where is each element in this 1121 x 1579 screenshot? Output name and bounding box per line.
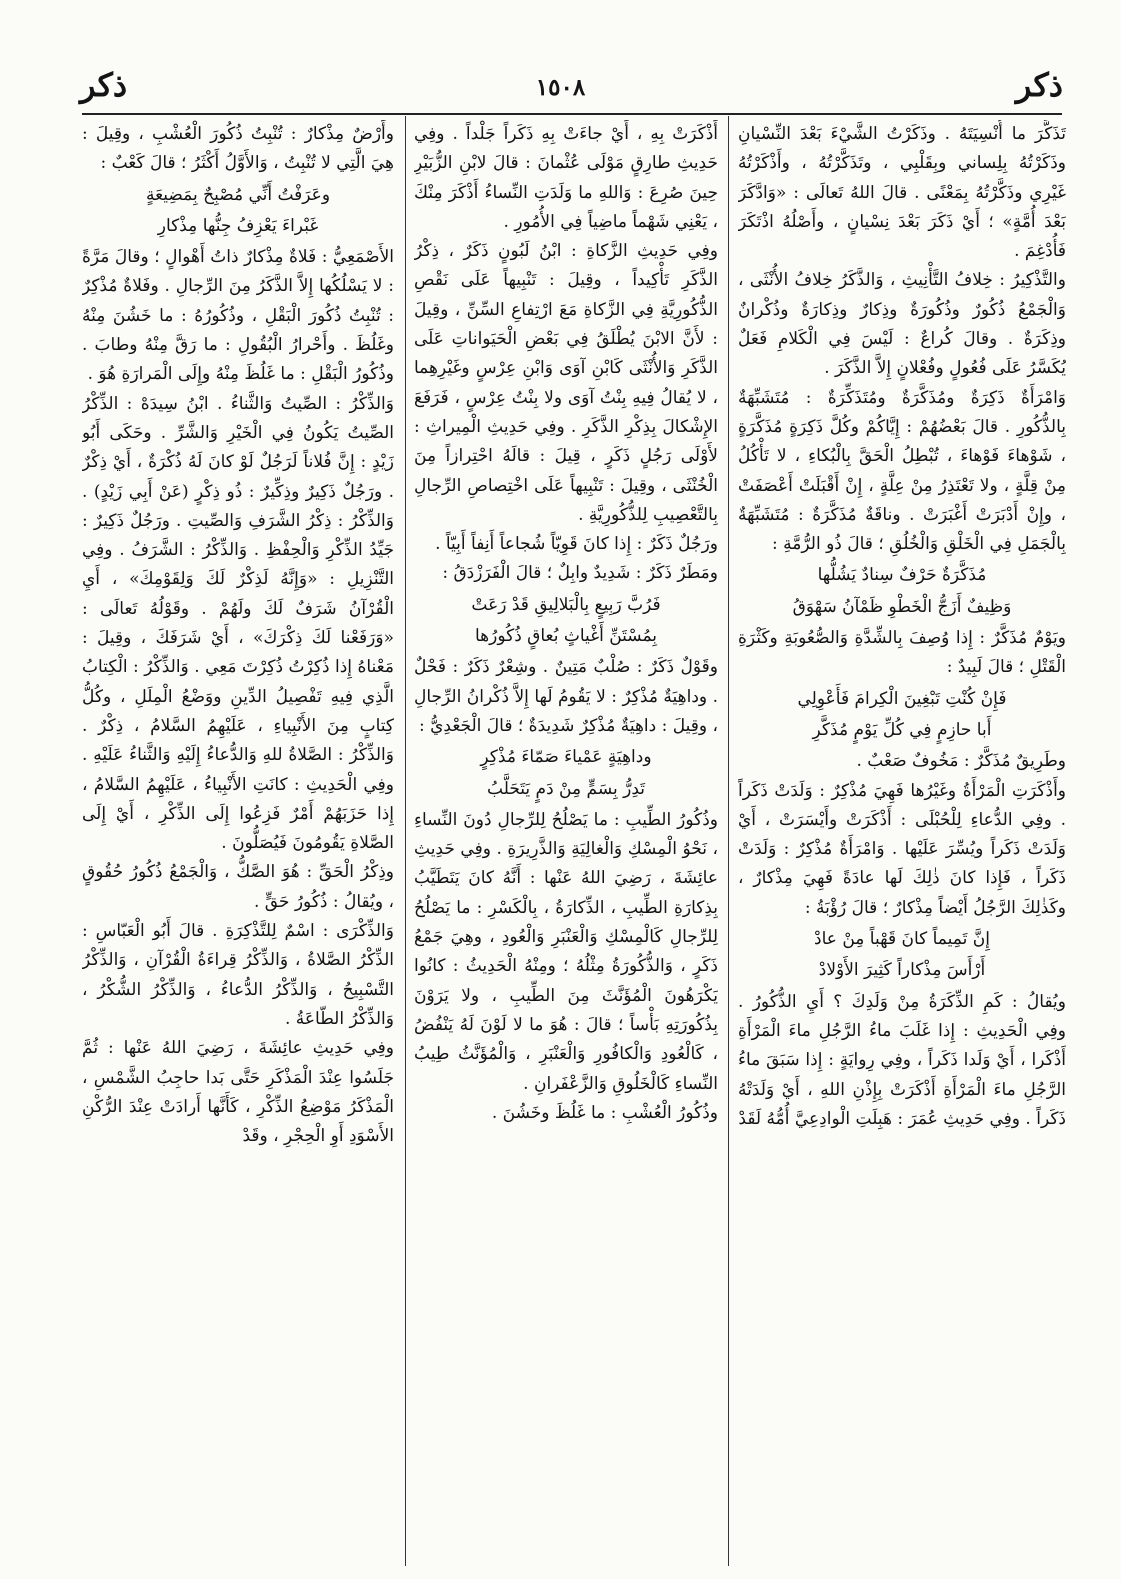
verse-line: وداهِيَةٍ عَمْياءَ صَمّاءَ مُذْكِرٍ bbox=[480, 747, 652, 768]
paragraph: وقَوْلٌ ذَكَرٌ : صُلْبٌ مَتِينٌ . وشِعْرٌ ذَكَرٌ : فَحْلٌ . وداهِيَةٌ مُذْكِرٌ : لا يَقُومُ لَها إِلاَّ ذُكْرانُ الرِّجالِ ، وقِيلَ : داهِيَةٌ مُذْكِرٌ شَدِيدَةٌ ؛ قالَ الْجَعْدِيُّ : bbox=[414, 657, 718, 736]
paragraph: وطَرِيقٌ مُذَكَّرٌ : مَخُوفٌ صَعْبٌ . bbox=[856, 751, 1066, 772]
paragraph: وفِي حَدِيثِ عائِشَةَ ، رَضِيَ اللهُ عَنْها : ثُمَّ جَلَسُوا عِنْدَ الْمَذْكَرِ حَتَّى بَدا حاجِبُ الشَّمْسِ ، الْمَذْكَرُ مَوْضِعُ الذِّكْرِ ، كَأَنَّها أَرادَتْ عِنْدَ الرُّكْنِ الأَسْوَدِ أَوِ الْحِجْرِ ، وقَدْ bbox=[82, 1038, 394, 1147]
paragraph: وذُكُورُ الْعُشْبِ : ما غَلُظَ وخَشُنَ . bbox=[491, 1102, 718, 1123]
paragraph: أَذْكَرَتْ بِهِ ، أَيْ جاءَتْ بِهِ ذَكَراً جَلْداً . وفِي حَدِيثِ طارِقٍ مَوْلَى عُثْمانَ : قالَ لابْنِ الزُّبَيْرِ حِينَ صُرِعَ : وَاللهِ ما وَلَدَتِ النِّساءُ أَذْكَرَ مِنْكَ ، يَعْنِي شَهْماً ماضِياً فِي الأُمُورِ . bbox=[414, 124, 718, 232]
verse-line: وعَرَفْتُ أَنِّي مُصْبِحٌ بِمَضِيعَةٍ bbox=[145, 184, 331, 205]
column-middle bbox=[414, 120, 718, 1560]
paragraph: وَالذِّكْرَى : اسْمٌ لِلتَّذْكِرَةِ . قالَ أَبُو الْعَبّاسِ : الذِّكْرُ الصَّلاةُ ، وَالذِّكْرُ قِراءَةُ الْقُرْآنِ ، وَالذِّكْرُ التَّسْبِيحُ ، وَالذِّكْرُ الدُّعاءُ ، وَالذِّكْرُ الشُّكْرُ ، وَالذِّكْرُ الطّاعَةُ . bbox=[82, 921, 394, 1029]
header-rule bbox=[82, 113, 1062, 115]
header-keyword-right: ذكر bbox=[1015, 66, 1063, 104]
column-left bbox=[82, 120, 394, 1560]
paragraph: وذُكُورُ الطِّيبِ : ما يَصْلُحُ لِلرِّجالِ دُونَ النِّساءِ ، نَحْوُ الْمِسْكِ وَالْغالِيَةِ وَالذَّرِيرَةِ . وفِي حَدِيثِ عائِشَةَ ، رَضِيَ اللهُ عَنْها : أَنَّهُ كانَ يَتَطَيَّبُ بِذِكارَةِ الطِّيبِ ، الذِّكارَةُ ، بِالْكَسْرِ : ما يَصْلُحُ لِلرِّجالِ كَالْمِسْكِ وَالْعَنْبَرِ وَالْعُودِ ، وهِيَ جَمْعُ ذَكَرٍ ، وَالذُّكُورَةُ مِثْلُهُ ؛ ومِنْهُ الْحَدِيثُ : كانُوا يَكْرَهُونَ الْمُؤَنَّثَ مِنَ الطِّيبِ ، ولا يَرَوْنَ بِذُكُورَتِهِ بَأْساً ؛ قالَ : هُوَ ما لا لَوْنَ لَهُ يَنْفُضُ ، كَالْعُودِ وَالْكافُورِ وَالْعَنْبَرِ ، وَالْمُؤَنَّثُ طِيبُ النِّساءِ كَالْخَلُوقِ وَالزَّعْفَرانِ . bbox=[414, 809, 718, 1094]
paragraph: الأَصْمَعِيُّ : فَلاةٌ مِذْكارٌ ذاتُ أَهْوالٍ ؛ وقالَ مَرَّةً : لا يَسْلُكُها إِلاَّ الذَّكَرُ مِنَ الرِّجالِ . وفَلاةٌ مُذْكِرٌ : تُنْبِتُ ذُكُورَ الْبَقْلِ ، وذُكُورُهُ : ما خَشُنَ مِنْهُ وغَلُظَ . وأَحْرارُ الْبُقُولِ : ما رَقَّ مِنْهُ وطابَ . وذُكُورُ الْبَقْلِ : ما غَلُظَ مِنْهُ وإِلَى الْمَرارَةِ هُوَ . bbox=[82, 247, 394, 385]
verse-line: وَظِيفٌ أَزَجُّ الْخَطْوِ ظَمْآنُ سَهْوَقُ bbox=[792, 596, 1012, 617]
paragraph: ومَطَرٌ ذَكَرٌ : شَدِيدٌ وابِلٌ ؛ قالَ الْفَرَزْدَقُ : bbox=[442, 563, 718, 584]
column-divider-right bbox=[728, 116, 729, 1566]
paragraph: تَذَكَّرَ ما أُنْسِيَتَهُ . وذَكَرْتُ الشَّيْءَ بَعْدَ النِّسْيانِ وذَكَرْتُهُ بِلِساني وبِقَلْبِي ، وتَذَكَّرْتُهُ ، وأَذْكَرْتُهُ غَيْرِي وذَكَّرْتُهُ بِمَعْنًى . قالَ اللهُ تَعالَى : «وَادَّكَرَ بَعْدَ أُمَّةٍ» ؛ أَيْ ذَكَرَ بَعْدَ نِسْيانٍ ، وأَصْلُهُ اذْتَكَرَ فَأُدْغِمَ . bbox=[738, 124, 1066, 262]
header-keyword-left: ذكر bbox=[80, 66, 128, 104]
paragraph: ورَجُلٌ ذَكَرٌ : إِذا كانَ قَوِيّاً شُجاعاً أَنِفاً أَبِيّاً . bbox=[435, 534, 718, 555]
paragraph: وأَذْكَرَتِ الْمَرْأَةُ وغَيْرُها فَهِيَ مُذْكِرٌ : وَلَدَتْ ذَكَراً . وفِي الدُّعاءِ لِلْحُبْلَى : أَذْكَرَتْ وأَيْسَرَتْ ، أَيْ وَلَدَتْ ذَكَراً ويُسِّرَ عَلَيْها . وَامْرَأَةٌ مُذْكِرٌ : وَلَدَتْ ذَكَراً ، فَإِذا كانَ ذٰلِكَ لَها عادَةً فَهِيَ مِذْكارٌ ، وكَذٰلِكَ الرَّجُلُ أَيْضاً مِذْكارٌ ؛ قالَ رُؤْبَةُ : bbox=[738, 780, 1066, 918]
paragraph: وذِكْرُ الْحَقِّ : هُوَ الصَّكُّ ، وَالْجَمْعُ ذُكُورُ حُقُوقٍ ، ويُقالُ : ذُكُورُ حَقٍّ . bbox=[82, 862, 394, 912]
verse-line: فَإِنْ كُنْتِ تَبْغِينَ الْكِرامَ فَأَعْوِلِي bbox=[797, 688, 1007, 709]
column-right bbox=[738, 120, 1066, 1560]
paragraph: وأَرْضٌ مِذْكارٌ : تُنْبِتُ ذُكُورَ الْعُشْبِ ، وقِيلَ : هِيَ الَّتِي لا تُنْبِتُ ، وَالأَوَّلُ أَكْثَرُ ؛ قالَ كَعْبٌ : bbox=[82, 124, 394, 174]
paragraph: ويُقالُ : كَمِ الذِّكَرَةُ مِنْ وَلَدِكَ ؟ أَيِ الذُّكُورُ . وفِي الْحَدِيثِ : إِذا غَلَبَ ماءُ الرَّجُلِ ماءَ الْمَرْأَةِ أَذْكَرا ، أَيْ وَلَدا ذَكَراً ، وفِي رِوايَةٍ : إِذا سَبَقَ ماءُ الرَّجُلِ ماءَ الْمَرْأَةِ أَذْكَرَتْ بِإِذْنِ اللهِ ، أَيْ وَلَدَتْهُ ذَكَراً . وفِي حَدِيثِ عُمَرَ : هَبِلَتِ الْوادِعِيَّ أُمُّهُ لَقَدْ bbox=[738, 991, 1066, 1129]
paragraph: ويَوْمٌ مُذَكَّرٌ : إِذا وُصِفَ بِالشِّدَّةِ وَالصُّعُوبَةِ وكَثْرَةِ الْقَتْلِ ؛ قالَ لَبِيدٌ : bbox=[738, 628, 1066, 678]
page-header bbox=[0, 0, 1121, 110]
verse-line: مُذَكَّرَةٌ حَرْفٌ سِنادٌ يَشُلُّها bbox=[817, 565, 987, 586]
verse-line: غَبْراءَ يَعْزِفُ جِنُّها مِذْكارِ bbox=[157, 215, 319, 236]
verse-line: بِمُسْتَنِّ أَغْياثٍ بُعاقٍ ذُكُورُها bbox=[474, 626, 658, 647]
column-divider-left bbox=[405, 116, 406, 1566]
paragraph: وَامْرَأَةٌ ذَكِرَةٌ ومُذَكَّرَةٌ ومُتَذَكِّرَةٌ : مُتَشَبِّهَةٌ بِالذُّكُورِ . قالَ بَعْضُهُمْ : إِيَّاكُمْ وكُلَّ ذَكِرَةٍ مُذَكَّرَةٍ ، شَوْهاءَ فَوْهاءَ ، تُبْطِلُ الْحَقَّ بِالْبُكاءِ ، لا تَأْكُلُ مِنْ قِلَّةٍ ، ولا تَعْتَذِرُ مِنْ عِلَّةٍ ، إِنْ أَقْبَلَتْ أَعْصَفَتْ ، وإِنْ أَدْبَرَتْ أَغْبَرَتْ . وناقَةٌ مُذَكَّرَةٌ : مُتَشَبِّهَةٌ بِالْجَمَلِ فِي الْخَلْقِ وَالْخُلُقِ ؛ قالَ ذُو الرُّمَّةِ : bbox=[738, 387, 1066, 555]
verse-line: تَدِرُّ بِسَمٍّ مِنْ دَمٍ يَتَحَلَّبُ bbox=[487, 778, 645, 799]
verse-line: إِنَّ تَمِيماً كانَ قَهْباً مِنْ عادْ bbox=[814, 929, 990, 950]
verse-line: فَرُبَّ رَبِيعٍ بِالْبَلالِيقِ قَدْ رَعَتْ bbox=[471, 594, 661, 615]
paragraph: وَالذِّكْرُ : الصِّيتُ وَالثَّناءُ . ابْنُ سِيدَهْ : الذِّكْرُ الصِّيتُ يَكُونُ فِي الْخَيْرِ وَالشَّرِّ . وحَكَى أَبُو زَيْدٍ : إِنَّ فُلاناً لَرَجُلٌ لَوْ كانَ لَهُ ذُكْرَةٌ ، أَيْ ذِكْرٌ . ورَجُلٌ ذَكِيرٌ وذِكِّيرٌ : ذُو ذِكْرٍ (عَنْ أَبِي زَيْدٍ) . وَالذِّكْرُ : ذِكْرُ الشَّرَفِ وَالصِّيتِ . ورَجُلٌ ذَكِيرٌ : جَيِّدُ الذِّكْرِ وَالْحِفْظِ . وَالذِّكْرُ : الشَّرَفُ . وفِي التَّنْزِيلِ : «وَإِنَّهُ لَذِكْرٌ لَكَ وَلِقَوْمِكَ» ، أَيِ الْقُرْآنُ شَرَفٌ لَكَ ولَهُمْ . وقَوْلُهُ تَعالَى : «وَرَفَعْنا لَكَ ذِكْرَكَ» ، أَيْ شَرَفَكَ ، وقِيلَ : مَعْناهُ إِذا ذُكِرْتُ ذُكِرْتَ مَعِي . وَالذِّكْرُ : الْكِتابُ الَّذِي فِيهِ تَفْصِيلُ الدِّينِ ووَضْعُ الْمِلَلِ ، وكُلُّ كِتابٍ مِنَ الأَنْبِياءِ ، عَلَيْهِمُ السَّلامُ ، ذِكْرٌ . وَالذِّكْرُ : الصَّلاةُ للهِ وَالدُّعاءُ إِلَيْهِ وَالثَّناءُ عَلَيْهِ . وفِي الْحَدِيثِ : كانَتِ الأَنْبِياءُ ، عَلَيْهِمُ السَّلامُ ، إِذا حَزَبَهُمْ أَمْرٌ فَزِعُوا إِلَى الذِّكْرِ ، أَيْ إِلَى الصَّلاةِ يَقُومُونَ فَيُصَلُّونَ . bbox=[82, 393, 394, 854]
page-number: ١٥٠٨ bbox=[535, 74, 586, 101]
verse-line: أَبا حازِمٍ فِي كُلِّ يَوْمٍ مُذَكَّرِ bbox=[812, 719, 992, 740]
verse-line: أَرْأَسَ مِذْكاراً كَثِيرَ الأَوْلادْ bbox=[818, 960, 986, 981]
paragraph: والتَّذْكِيرُ : خِلافُ التَّأْنِيثِ ، وَالذَّكَرُ خِلافُ الأُنْثَى ، وَالْجَمْعُ ذُكُورٌ وذُكُورَةٌ وذِكارٌ وذِكارَةٌ وذُكْرانٌ وذِكَرَةٌ . وقالَ كُراعٌ : لَيْسَ فِي الْكَلامِ فَعَلٌ يُكَسَّرُ عَلَى فُعُولٍ وفُعْلانٍ إِلاَّ الذَّكَرَ . bbox=[738, 270, 1066, 379]
paragraph: وفِي حَدِيثِ الزَّكاةِ : ابْنُ لَبُونٍ ذَكَرٌ ، ذِكْرُ الذَّكَرِ تَأْكِيداً ، وقِيلَ : تَنْبِيهاً عَلَى نَقْصِ الذُّكُورِيَّةِ فِي الزَّكاةِ مَعَ ارْتِفاعِ السِّنِّ ، وقِيلَ : لأَنَّ الابْنَ يُطْلَقُ فِي بَعْضِ الْحَيَواناتِ عَلَى الذَّكَرِ وَالأُنْثَى كَابْنِ آوَى وَابْنِ عِرْسٍ وغَيْرِهِما ، لا يُقالُ فِيهِ بِنْتُ آوَى ولا بِنْتُ عِرْسٍ ، فَرَفَعَ الإِشْكالَ بِذِكْرِ الذَّكَرِ . وفِي حَدِيثِ الْمِيراثِ : لأَوْلَى رَجُلٍ ذَكَرٍ ، قِيلَ : قالَهُ احْتِرازاً مِنَ الْخُنْثَى ، وقِيلَ : تَنْبِيهاً عَلَى اخْتِصاصِ الرِّجالِ بِالتَّعْصِيبِ لِلذُّكُورِيَّةِ . bbox=[414, 241, 718, 525]
